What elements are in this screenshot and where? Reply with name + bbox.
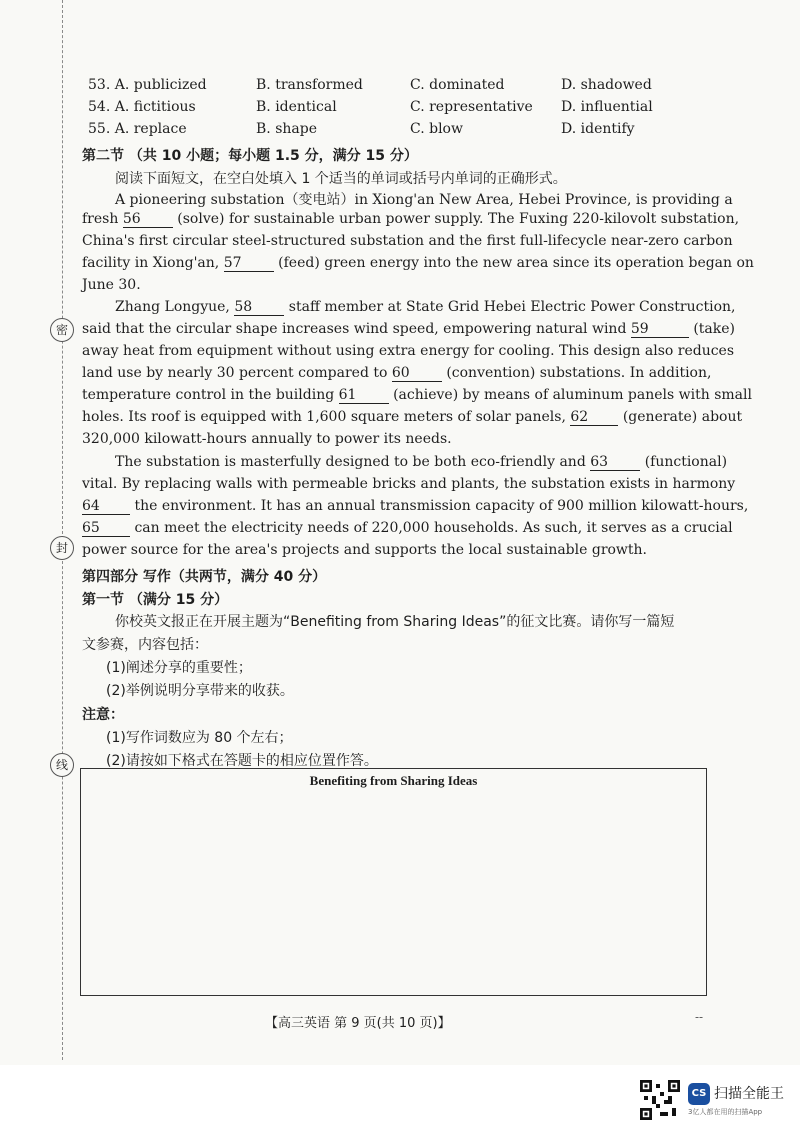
option-c: C. representative <box>410 99 533 115</box>
writing-prompt: 你校英文报正在开展主题为“Benefiting from Sharing Ideas”的征文比赛。请你写一篇短 <box>115 614 675 630</box>
blank-63[interactable]: 63 <box>590 455 640 471</box>
passage-line: vital. By replacing walls with permeable bricks and plants, the substation exists in harmony <box>82 476 736 492</box>
option-c: C. dominated <box>410 77 505 93</box>
note-1: (1)写作词数应为 80 个左右； <box>106 730 293 746</box>
writing-prompt: 文参赛，内容包括： <box>82 637 208 653</box>
passage-line: The substation is masterfully designed to be both eco-friendly and 63 (functional) <box>115 454 728 470</box>
passage-line: land use by nearly 30 percent compared to 60 (convention) substations. In addition, <box>82 365 712 381</box>
passage-line: temperature control in the building 61 (achieve) by means of aluminum panels with small <box>82 387 752 403</box>
answer-box[interactable] <box>80 768 707 996</box>
content-point-2: (2)举例说明分享带来的收获。 <box>106 683 294 699</box>
section-2-instruction: 阅读下面短文，在空白处填入 1 个适当的单词或括号内单词的正确形式。 <box>115 171 567 187</box>
scanner-watermark <box>640 1080 790 1124</box>
notes-label: 注意： <box>82 707 124 723</box>
option-row-55 <box>88 121 728 143</box>
passage-line: 64 the environment. It has an annual transmission capacity of 900 million kilowatt-hours, <box>82 498 749 514</box>
option-b: B. identical <box>256 99 337 115</box>
section-2-heading: 第二节 （共 10 小题；每小题 1.5 分，满分 15 分） <box>82 148 418 164</box>
option-c: C. blow <box>410 121 463 137</box>
blank-65[interactable]: 65 <box>82 521 130 537</box>
option-row-53 <box>88 77 728 99</box>
passage-line: away heat from equipment without using extra energy for cooling. This design also reduces <box>82 343 735 359</box>
option-d: D. influential <box>561 99 653 115</box>
option-d: D. identify <box>561 121 635 137</box>
blank-59[interactable]: 59 <box>631 322 689 338</box>
page-footer: 【高三英语 第 9 页(共 10 页)】 <box>265 1016 451 1031</box>
note-2: (2)请按如下格式在答题卡的相应位置作答。 <box>106 753 378 769</box>
blank-62[interactable]: 62 <box>570 410 618 426</box>
passage-line: 65 can meet the electricity needs of 220,000 households. As such, it serves as a crucial <box>82 520 733 536</box>
footer-mark: -- <box>695 1010 704 1024</box>
blank-58[interactable]: 58 <box>234 300 284 316</box>
camscanner-logo-icon: CS <box>688 1083 710 1105</box>
blank-56[interactable]: 56 <box>123 212 173 228</box>
passage-line: said that the circular shape increases wind speed, empowering natural wind 59 (take) <box>82 321 735 337</box>
camscanner-tagline: 3亿人都在用的扫描App <box>688 1108 763 1116</box>
passage-line: fresh 56 (solve) for sustainable urban power supply. The Fuxing 220-kilovolt substation, <box>82 211 740 227</box>
camscanner-name: 扫描全能王 <box>714 1086 784 1102</box>
passage-line: facility in Xiong'an, 57 (feed) green energy into the new area since its operation began on <box>82 255 754 271</box>
option-b: B. shape <box>256 121 317 137</box>
content-point-1: (1)阐述分享的重要性； <box>106 660 252 676</box>
option-b: B. transformed <box>256 77 363 93</box>
option-a: 55. A. replace <box>88 121 187 137</box>
blank-57[interactable]: 57 <box>224 256 274 272</box>
part-4-heading: 第四部分 写作（共两节，满分 40 分） <box>82 569 327 585</box>
passage-line: power source for the area's projects and supports the local sustainable growth. <box>82 542 648 558</box>
qr-code-icon <box>640 1080 680 1120</box>
passage-line: China's first circular steel-structured substation and the first full-lifecycle near-zero carbon <box>82 233 733 249</box>
option-a: 54. A. fictitious <box>88 99 196 115</box>
option-a: 53. A. publicized <box>88 77 207 93</box>
gutter-char-mi: 密 <box>50 318 74 342</box>
passage-line: A pioneering substation（变电站）in Xiong'an New Area, Hebei Province, is providing a <box>115 192 733 208</box>
binding-dashed-line <box>62 0 63 1060</box>
passage-line: June 30. <box>82 277 141 293</box>
answer-box-title: Benefiting from Sharing Ideas <box>309 773 478 788</box>
passage-line: 320,000 kilowatt-hours annually to power its needs. <box>82 431 452 447</box>
blank-60[interactable]: 60 <box>392 366 442 382</box>
options-block <box>88 77 728 143</box>
passage-line: holes. Its roof is equipped with 1,600 square meters of solar panels, 62 (generate) about <box>82 409 743 425</box>
option-d: D. shadowed <box>561 77 652 93</box>
section-1-heading: 第一节 （满分 15 分） <box>82 592 229 608</box>
passage-line: Zhang Longyue, 58 staff member at State Grid Hebei Electric Power Construction, <box>115 299 736 315</box>
blank-61[interactable]: 61 <box>339 388 389 404</box>
blank-64[interactable]: 64 <box>82 499 130 515</box>
gutter-char-feng: 封 <box>50 536 74 560</box>
gutter-char-xian: 线 <box>50 753 74 777</box>
option-row-54 <box>88 99 728 121</box>
